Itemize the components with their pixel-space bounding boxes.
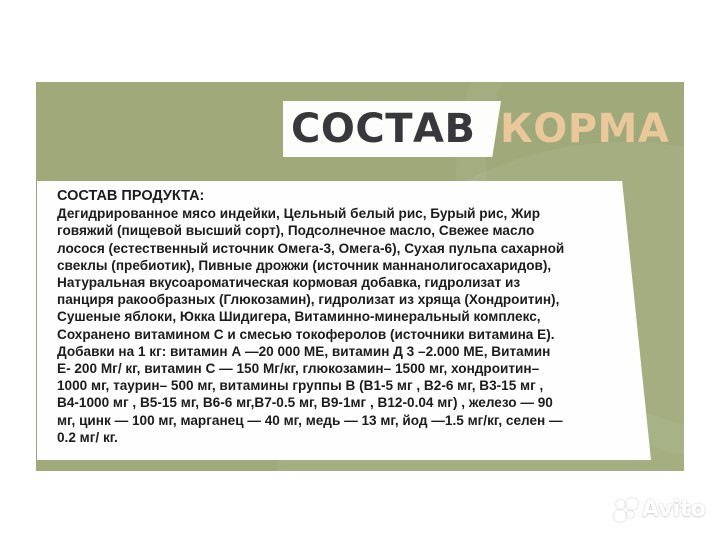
composition-line: 0.2 мг/ кг. [57,429,118,445]
watermark-label: Avito [642,497,706,522]
composition-line: мг, цинк — 100 мг, марганец — 40 мг, медь — 13 мг, йод —1.5 мг/кг, селен — [57,412,563,428]
composition-line: Е- 200 Мг/ кг, витамин С — 150 Мг/кг, глюкозамин– 1500 мг, хондроитин– [57,361,540,377]
composition-text [57,188,637,446]
composition-line: Сохранено витамином С и смесью токоферолов (источники витамина Е). [57,326,555,342]
composition-line: свеклы (пребиотик), Пивные дрожжи (источник маннанолигосахаридов), [57,257,552,273]
composition-line: говяжий (пищевой высший сорт), Подсолнечное масло, Свежее масло [57,223,535,239]
composition-line: Натуральная вкусоароматическая кормовая добавка, гидролизат из [57,275,521,291]
composition-line: панциря ракообразных (Глюкозамин), гидролизат из хряща (Хондроитин), [57,292,560,308]
composition-heading: СОСТАВ ПРОДУКТА: [57,188,205,204]
page-title-accent: КОРМА [500,106,670,152]
composition-line: лосося (естественный источник Омега-3, Омега-6), Сухая пульпа сахарной [57,240,565,256]
avito-logo-icon [614,498,640,522]
avito-watermark [614,497,706,522]
composition-line: Сушеные яблоки, Юкка Шидигера, Витаминно-минеральный комплекс, [57,309,541,325]
composition-line: 1000 мг, таурин– 500 мг, витамины группы В (В1-5 мг , В2-6 мг, В3-15 мг , [57,378,544,394]
composition-line: Дегидрированное мясо индейки, Цельный белый рис, Бурый рис, Жир [57,206,541,222]
composition-line: В4-1000 мг , В5-15 мг, В6-6 мг,В7-0.5 мг, В9-1мг , В12-0.04 мг) , железо — 90 [57,395,553,411]
composition-line: Добавки на 1 кг: витамин А —20 000 МЕ, витамин Д 3 –2.000 МЕ, Витамин [57,343,551,359]
page-title-main: СОСТАВ [291,106,476,152]
